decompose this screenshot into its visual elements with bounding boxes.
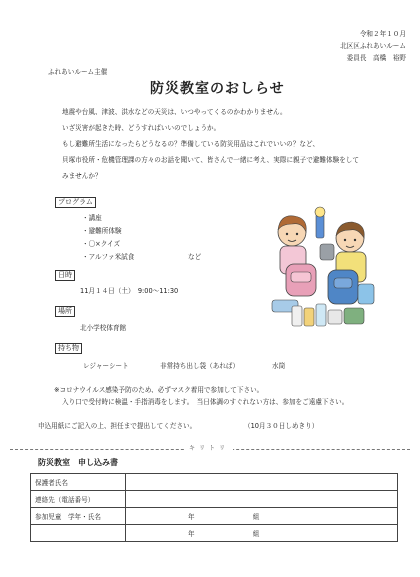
form-row-label: 参加児童 学年・氏名 [31, 508, 126, 525]
note-line-2: 入り口で受付時に検温・手指消毒をします。 当日体調のすぐれない方は、参加をご遠慮下さい。 [62, 398, 349, 406]
place-value: 北小学校体育館 [80, 324, 127, 332]
class-unit: 組 [252, 530, 260, 538]
form-row-label [31, 525, 126, 542]
intro-line-4: 貝塚市役所・危機管理課の方々のお話を聞いて、皆さんで一緒に考え、実際に親子で避難体験をして [62, 156, 359, 164]
program-item: ・〇×クイズ [82, 240, 121, 248]
intro-line-3: もし避難所生活になったらどうなるの？準備している防災用品はこれでいいの？など、 [62, 140, 320, 148]
program-item: ・講座 [82, 214, 102, 222]
chair-text: 委員長 高橋 裕野 [346, 54, 406, 62]
apply-text: 申込用紙にご記入の上、担任まで提出してください。 [38, 422, 197, 430]
phone-field[interactable] [126, 491, 398, 508]
page-title: 防災教室のおしらせ [150, 81, 285, 97]
form-row-label: 連絡先（電話番号） [31, 491, 126, 508]
year-unit: 年 [188, 513, 195, 521]
datetime-label: 日時 [55, 270, 75, 281]
table-row [31, 525, 398, 542]
belonging-item: 非常持ち出し袋（あれば） [160, 362, 240, 370]
form-title: 防災教室 申し込み書 [38, 458, 118, 467]
belongings-label: 持ち物 [55, 343, 82, 354]
note-line-1: ※コロナウイルス感染予防のため、必ずマスク着用で参加して下さい。 [54, 386, 264, 394]
table-row [31, 474, 398, 491]
belonging-item: 水筒 [272, 362, 286, 370]
form-row-label: 保護者氏名 [31, 474, 126, 491]
children-emergency-kit-illustration [258, 204, 382, 336]
table-row [31, 508, 398, 525]
class-unit: 組 [252, 513, 260, 521]
datetime-value: 11月１４日（土） 9:00～11:30 [80, 287, 179, 295]
intro-line-5: みませんか？ [62, 172, 102, 180]
organization-text: 北区区ふれあいルーム [340, 42, 406, 50]
year-unit: 年 [188, 530, 195, 538]
application-form-table [30, 473, 398, 542]
intro-line-1: 地震や台風、津波、洪水などの天災は、いつやってくるのかわかりません。 [62, 108, 287, 116]
program-item: ・アルファ米試食 [82, 253, 135, 261]
child-name-field[interactable] [126, 508, 398, 525]
program-etc: など [188, 253, 202, 261]
guardian-name-field[interactable] [126, 474, 398, 491]
place-label: 場所 [55, 306, 75, 317]
program-label: プログラム [55, 197, 96, 208]
table-row [31, 491, 398, 508]
cut-label: キリトリ [185, 443, 233, 452]
child-name-field[interactable] [126, 525, 398, 542]
belonging-item: レジャーシート [83, 362, 129, 370]
host-text: ふれあいルーム主催 [48, 68, 108, 76]
intro-line-2: いざ災害が起きた時、どうすればいいのでしょうか。 [62, 124, 221, 132]
deadline-text: （10月３０日しめきり） [244, 422, 319, 430]
date-text: 令和２年１０月 [359, 30, 406, 38]
program-item: ・避難所体験 [82, 227, 122, 235]
